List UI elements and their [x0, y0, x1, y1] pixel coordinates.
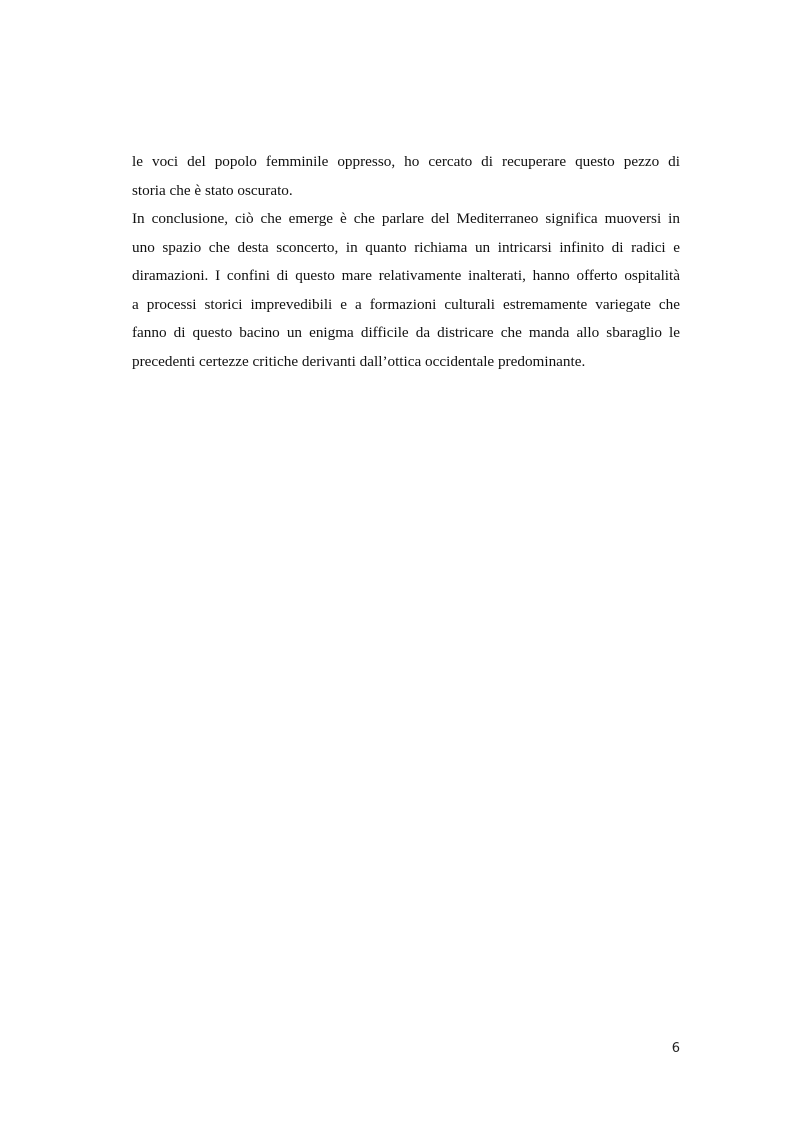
- body-text: [132, 148, 680, 376]
- text-line: le voci del popolo femminile oppresso, ho cercato di recuperare questo pezzo di: [132, 153, 680, 170]
- paragraph-2: [132, 205, 680, 376]
- text-line: precedenti certezze critiche derivanti dall’ottica occidentale predominante.: [132, 352, 586, 370]
- paragraph-1: [132, 148, 680, 205]
- text-line: a processi storici imprevedibili e a formazioni culturali estremamente variegate che: [132, 295, 680, 313]
- page-number: 6: [671, 1041, 680, 1056]
- text-line: diramazioni. I confini di questo mare relativamente inalterati, hanno offerto ospitalità: [132, 267, 680, 284]
- text-line: In conclusione, ciò che emerge è che parlare del Mediterraneo significa muoversi in: [132, 210, 680, 227]
- text-line: storia che è stato oscurato.: [132, 181, 293, 199]
- text-line: fanno di questo bacino un enigma difficile da districare che manda allo sbaraglio le: [132, 324, 680, 341]
- text-line: uno spazio che desta sconcerto, in quanto richiama un intricarsi infinito di radici e: [132, 238, 680, 256]
